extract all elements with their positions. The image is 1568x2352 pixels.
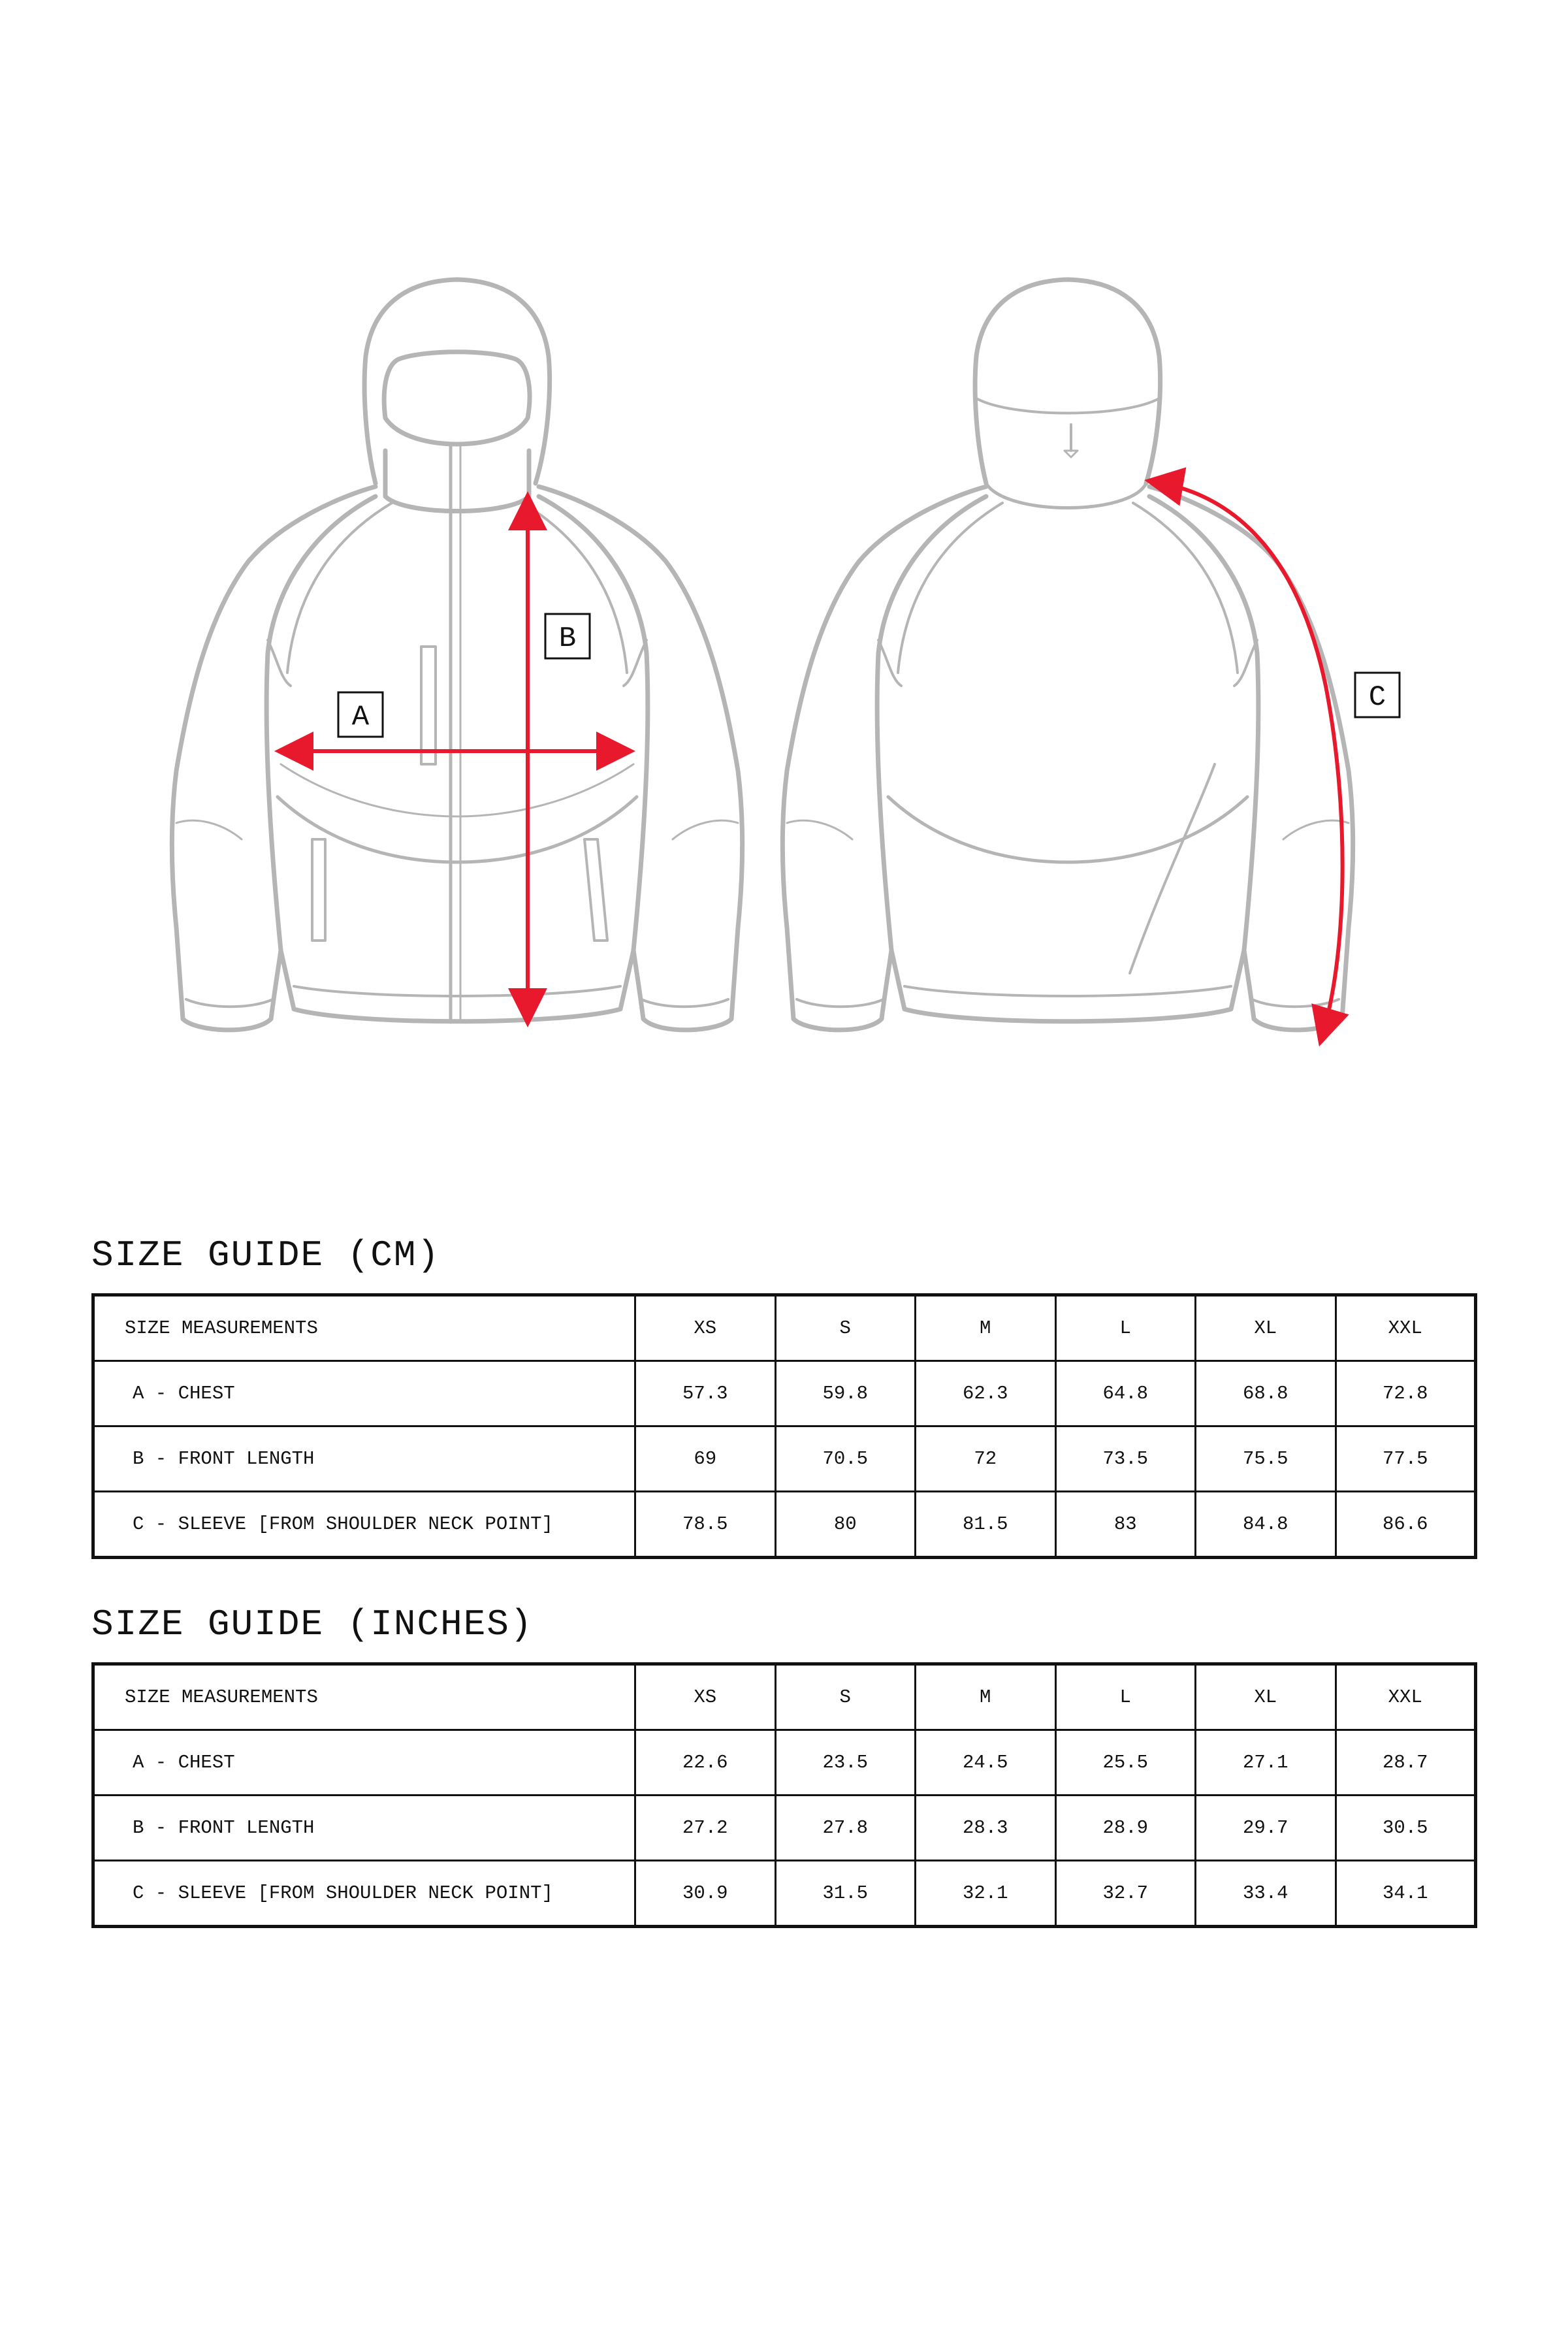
table-cell: 57.3 xyxy=(635,1361,776,1426)
svg-text:A: A xyxy=(351,701,370,733)
table-cell: 68.8 xyxy=(1196,1361,1336,1426)
table-cell: 28.9 xyxy=(1055,1796,1196,1861)
size-header-xs: XS xyxy=(635,1664,776,1730)
table-cell: 86.6 xyxy=(1336,1492,1476,1558)
table-cell: 28.3 xyxy=(916,1796,1056,1861)
table-cell: 23.5 xyxy=(775,1730,916,1796)
table-cell: 34.1 xyxy=(1336,1861,1476,1927)
table-cell: 80 xyxy=(775,1492,916,1558)
table-row xyxy=(93,1492,1476,1558)
callout-b xyxy=(545,614,590,658)
size-header-s: S xyxy=(775,1664,916,1730)
size-header-xl: XL xyxy=(1196,1664,1336,1730)
callout-c xyxy=(1355,673,1400,717)
table-cell: 83 xyxy=(1055,1492,1196,1558)
row-label: A - CHEST xyxy=(93,1730,635,1796)
svg-text:C: C xyxy=(1368,681,1386,714)
row-label: C - SLEEVE [FROM SHOULDER NECK POINT] xyxy=(93,1492,635,1558)
table-row xyxy=(93,1861,1476,1927)
table-cell: 30.5 xyxy=(1336,1796,1476,1861)
table-cell: 72.8 xyxy=(1336,1361,1476,1426)
svg-text:B: B xyxy=(558,622,577,655)
table-cell: 32.1 xyxy=(916,1861,1056,1927)
table-cell: 59.8 xyxy=(775,1361,916,1426)
table-cell: 27.8 xyxy=(775,1796,916,1861)
table-cell: 78.5 xyxy=(635,1492,776,1558)
table-cell: 84.8 xyxy=(1196,1492,1336,1558)
row-label: C - SLEEVE [FROM SHOULDER NECK POINT] xyxy=(93,1861,635,1927)
size-header-m: M xyxy=(916,1295,1056,1361)
row-label: B - FRONT LENGTH xyxy=(93,1796,635,1861)
table-cell: 22.6 xyxy=(635,1730,776,1796)
table-cell: 77.5 xyxy=(1336,1426,1476,1492)
table-cell: 33.4 xyxy=(1196,1861,1336,1927)
table-cell: 25.5 xyxy=(1055,1730,1196,1796)
table-row xyxy=(93,1426,1476,1492)
table-cell: 73.5 xyxy=(1055,1426,1196,1492)
table-cell: 31.5 xyxy=(775,1861,916,1927)
table-cell: 72 xyxy=(916,1426,1056,1492)
size-header-xs: XS xyxy=(635,1295,776,1361)
table-cell: 64.8 xyxy=(1055,1361,1196,1426)
size-guide-inches-table xyxy=(91,1662,1477,1928)
table-header-row xyxy=(93,1295,1476,1361)
table-cell: 27.1 xyxy=(1196,1730,1336,1796)
jacket-illustration xyxy=(0,0,1568,1110)
size-header-xxl: XXL xyxy=(1336,1295,1476,1361)
size-guide-cm-title: SIZE GUIDE (CM) xyxy=(91,1234,441,1276)
size-guide-cm-table xyxy=(91,1293,1477,1559)
table-cell: 62.3 xyxy=(916,1361,1056,1426)
row-label: A - CHEST xyxy=(93,1361,635,1426)
table-row xyxy=(93,1796,1476,1861)
table-cell: 69 xyxy=(635,1426,776,1492)
table-cell: 75.5 xyxy=(1196,1426,1336,1492)
table-cell: 29.7 xyxy=(1196,1796,1336,1861)
size-header-l: L xyxy=(1055,1295,1196,1361)
size-header-l: L xyxy=(1055,1664,1196,1730)
table-cell: 30.9 xyxy=(635,1861,776,1927)
table-header-row xyxy=(93,1664,1476,1730)
table-cell: 81.5 xyxy=(916,1492,1056,1558)
row-label: B - FRONT LENGTH xyxy=(93,1426,635,1492)
jacket-back-sketch xyxy=(782,280,1353,1030)
size-header-xxl: XXL xyxy=(1336,1664,1476,1730)
size-guide-inches-title: SIZE GUIDE (INCHES) xyxy=(91,1603,534,1645)
table-cell: 24.5 xyxy=(916,1730,1056,1796)
callout-a xyxy=(338,692,383,737)
size-header-s: S xyxy=(775,1295,916,1361)
header-label: SIZE MEASUREMENTS xyxy=(93,1295,635,1361)
jacket-front-sketch xyxy=(172,280,743,1030)
table-cell: 27.2 xyxy=(635,1796,776,1861)
header-label: SIZE MEASUREMENTS xyxy=(93,1664,635,1730)
size-header-xl: XL xyxy=(1196,1295,1336,1361)
measurement-arrows xyxy=(286,482,1343,1035)
table-cell: 70.5 xyxy=(775,1426,916,1492)
table-row xyxy=(93,1730,1476,1796)
size-header-m: M xyxy=(916,1664,1056,1730)
sleeve-arrow xyxy=(1156,482,1343,1035)
table-row xyxy=(93,1361,1476,1426)
table-cell: 28.7 xyxy=(1336,1730,1476,1796)
table-cell: 32.7 xyxy=(1055,1861,1196,1927)
